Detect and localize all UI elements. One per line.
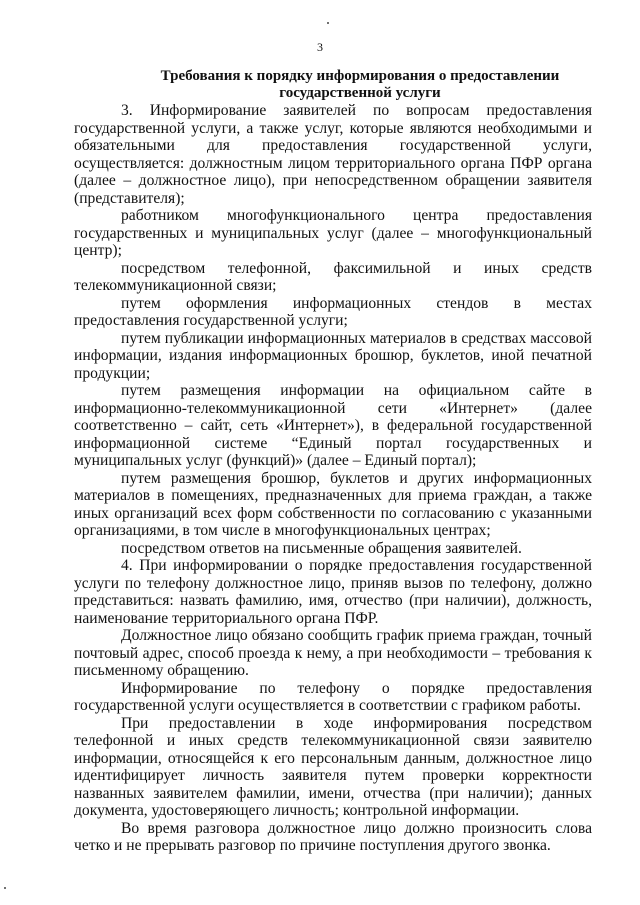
paragraph: путем публикации информационных материалов в средствах массовой информации, издания информационных брошюр, буклетов, иной печатной продукции; [74, 329, 592, 382]
paragraph: путем размещения брошюр, буклетов и других информационных материалов в помещениях, предназначенных для приема граждан, а также иных организаций всех форм собственности по согласованию с указанными организациями, в том числе в многофункциональных центрах; [74, 469, 592, 539]
paragraph: При предоставлении в ходе информирования посредством телефонной и иных средств телекоммуникационной связи заявителю информации, относящейся к его персональным данным, должностное лицо идентифицирует личность заявителя путем проверки корректности названных заявителем фамилии, имени, отчества (при наличии); данных документа, удостоверяющего личность; контрольной информации. [74, 714, 592, 819]
paragraph: 4. При информировании о порядке предоставления государственной услуги по телефону должностное лицо, приняв вызов по телефону, должно представиться: назвать фамилию, имя, отчество (при наличии), должность, наименование территориального органа ПФР. [74, 557, 592, 627]
paragraph: путем размещения информации на официальном сайте в информационно-телекоммуникационной сети «Интернет» (далее соответственно – сайт, сеть «Интернет»), в федеральной государственной информационной системе “Единый портал государственных и муниципальных услуг (функций)» (далее – Единый портал); [74, 382, 592, 469]
page-number: 3 [317, 40, 323, 54]
document-body [74, 102, 592, 855]
scan-speck [327, 22, 329, 24]
paragraph: Информирование по телефону о порядке предоставления государственной услуги осуществляется в соответствии с графиком работы. [74, 679, 592, 714]
scan-speck [4, 887, 6, 889]
paragraph: работником многофункционального центра предоставления государственных и муниципальных услуг (далее – многофункциональный центр); [74, 207, 592, 259]
paragraph: Должностное лицо обязано сообщить график приема граждан, точный почтовый адрес, способ проезда к нему, а при необходимости – требования к письменному обращению. [74, 627, 592, 679]
section-title: Требования к порядку информирования о предоставлении государственной услуги [160, 68, 560, 101]
paragraph: посредством телефонной, факсимильной и иных средств телекоммуникационной связи; [74, 259, 592, 294]
paragraph: посредством ответов на письменные обращения заявителей. [121, 539, 522, 557]
paragraph: Во время разговора должностное лицо должно произносить слова четко и не прерывать разговор по причине поступления другого звонка. [74, 819, 592, 854]
paragraph: путем оформления информационных стендов в местах предоставления государственной услуги; [74, 294, 592, 329]
paragraph: 3. Информирование заявителей по вопросам предоставления государственной услуги, а также услуг, которые являются необходимыми и обязательными для предоставления государственной услуги, осуществляется: должностным лицом территориального органа ПФР органа (далее – должностное лицо), при непосредственном обращении заявителя (представителя); [74, 102, 592, 207]
